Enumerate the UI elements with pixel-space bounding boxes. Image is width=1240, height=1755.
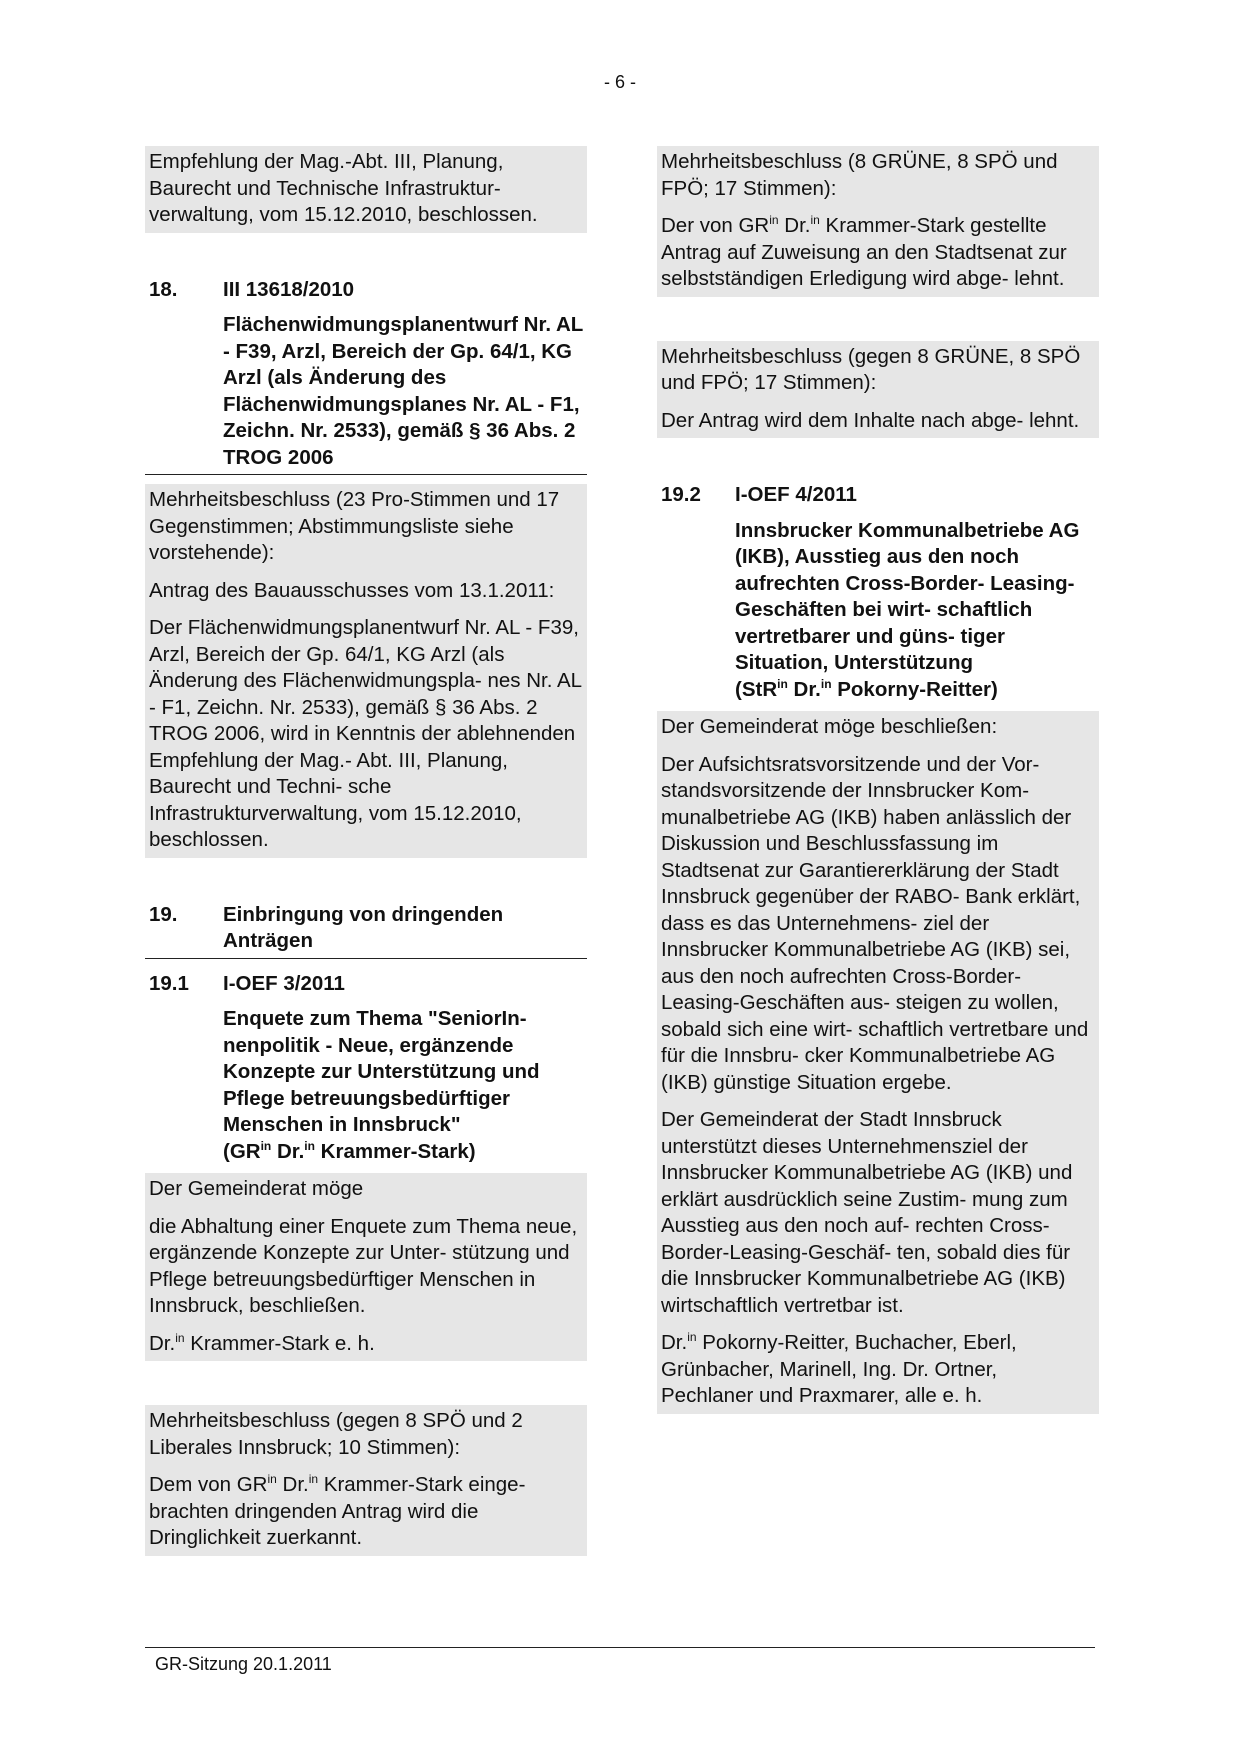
footer-text: GR-Sitzung 20.1.2011 [155,1654,332,1674]
item-18-resolution [145,484,587,858]
request-paragraph-2: Der Gemeinderat der Stadt Innsbruck unterstützt dieses Unternehmensziel der Innsbrucker Kommunalbetriebe AG (IKB) und erklärt ausdrücklich seine Zustim- mung zum Ausstieg aus den noch auf- rechten Cross-Border-Leasing-Geschäf- ten, sobald dies für die Innsbrucker Kommunalbetriebe AG (IKB) wirtschaftlich vertretbar ist. [661,1108,1073,1317]
decision-text: Der Flächenwidmungsplanentwurf Nr. AL - F39, Arzl, Bereich der Gp. 64/1, KG Arzl (als Änderung des Flächenwidmungspla- nes Nr. AL - F1, Zeichn. Nr. 2533), gemäß § 36 Abs. 2 TROG 2006, wird in Kenntnis der ablehnenden Empfehlung der Mag.- Abt. III, Planung, Baurecht und Techni- sche Infrastrukturverwaltung, vom 15.12.2010, beschlossen. [149,616,582,851]
vote-result: Mehrheitsbeschluss (23 Pro-Stimmen und 17 Gegenstimmen; Abstimmungsliste siehe vorstehende): [149,488,560,564]
item-title: Einbringung von dringenden Anträgen [223,902,504,952]
item-19-1 [145,971,587,1362]
right-column [657,146,1099,1414]
request-intro: Der Gemeinderat möge [149,1177,364,1200]
request-paragraph-1: Der Aufsichtsratsvorsitzende und der Vor- standsvorsitzende der Innsbrucker Kom- munalbetriebe AG (IKB) haben anlässlich der Diskussion und Beschlussfassung im Stadtsenat zur Garantiererklärung der Stadt Innsbruck gegenüber der RABO- Bank erklärt, dass es das Unternehmens- ziel der Innsbrucker Kommunalbetriebe AG (IKB) sei, aus den noch aufrechten Cross-Border-Leasing-Geschäften aus- steigen zu wollen, sobald sich eine wirt- schaftlich vertretbare und für die Innsbru- cker Kommunalbetriebe AG (IKB) günstige Situation ergebe. [661,752,1089,1094]
vote-decision: Der von $GR^{in}$ Dr.$^{in}$ Krammer-Stark gestellte Antrag auf Zuweisung an den Stadtsenat zur selbstständigen Erledigung wird abge- lehnt. [661,213,1067,290]
item-reference: I-OEF 3/2011 [223,971,345,995]
subject-text: Enquete zum Thema "SeniorIn- nenpolitik - Neue, ergänzende Konzepte zur Unterstützung und Pflege betreuungsbedürftiger Menschen in Innsbruck" [223,1007,540,1136]
item-reference: I-OEF 4/2011 [735,483,857,506]
item-19-2-subject [657,518,1099,704]
page-footer [145,1647,1095,1675]
vote-result: Mehrheitsbeschluss (8 GRÜNE, 8 SPÖ und FPÖ; 17 Stimmen): [661,150,1058,200]
intro-text: Empfehlung der Mag.-Abt. III, Planung, Baurecht und Technische Infrastruktur- verwaltung, vom 15.12.2010, beschlossen. [149,150,538,226]
item-19-heading [145,902,587,959]
subject-text: Innsbrucker Kommunalbetriebe AG (IKB), Ausstieg aus den noch aufrechten Cross-Border- Leasing-Geschäften bei wirt- schaftlich vertretbarer und güns- tiger Situation, Unterstützung [735,518,1080,674]
item-number: 18. [149,277,178,301]
item-19 [145,902,587,959]
subject-author: (StR$^{in}$ Dr.$^{in}$ Pokorny-Reitter) [735,676,998,701]
request-signature: Dr.$^{in}$ Krammer-Stark e. h. [149,1330,375,1355]
assignment-vote-box [657,146,1099,297]
item-18-heading [145,277,587,304]
motion-source: Antrag des Bauausschusses vom 13.1.2011: [149,578,555,602]
urgency-vote-box [145,1405,587,1556]
item-number: 19.2 [661,483,701,506]
item-reference: III 13618/2010 [223,277,355,301]
vote-result: Mehrheitsbeschluss (gegen 8 SPÖ und 2 Liberales Innsbruck; 10 Stimmen): [149,1409,523,1459]
item-18 [145,277,587,858]
page-number: - 6 - [603,72,636,92]
item-19-1-heading [145,971,587,998]
vote-decision: Der Antrag wird dem Inhalte nach abge- lehnt. [661,408,1080,432]
request-signature: Dr.$^{in}$ Pokorny-Reitter, Buchacher, Eberl, Grünbacher, Marinell, Ing. Dr. Ortner, Pechlaner und Praxmarer, alle e. h. [661,1330,1017,1407]
item-19-2-request [657,711,1099,1414]
left-column [145,146,587,1556]
vote-result: Mehrheitsbeschluss (gegen 8 GRÜNE, 8 SPÖ und FPÖ; 17 Stimmen): [661,344,1081,394]
item-19-1-request [145,1173,587,1361]
request-intro: Der Gemeinderat möge beschließen: [661,715,998,738]
request-text: die Abhaltung einer Enquete zum Thema neue, ergänzende Konzepte zur Unter- stützung und Pflege betreuungsbedürftiger Menschen in Innsbruck, beschließen. [149,1214,578,1317]
item-19-2-heading [657,482,1099,509]
content-vote-box [657,341,1099,439]
vote-decision: Dem von $GR^{in}$ Dr.$^{in}$ Krammer-Stark einge- brachten dringenden Antrag wird die Dringlichkeit zuerkannt. [149,1472,526,1549]
intro-box [145,146,587,233]
item-number: 19. [149,902,178,926]
item-19-2 [657,482,1099,1414]
subject-author: ($GR^{in}$ Dr.$^{in}$ Krammer-Stark) [223,1138,476,1163]
item-18-subject: Flächenwidmungsplanentwurf Nr. AL - F39, Arzl, Bereich der Gp. 64/1, KG Arzl (als Änderung des Flächenwidmungsplanes Nr. AL - F1, Zeichn. Nr. 2533), gemäß § 36 Abs. 2 TROG 2006 [145,312,587,475]
item-19-1-subject [145,1006,587,1165]
item-number: 19.1 [149,971,189,995]
